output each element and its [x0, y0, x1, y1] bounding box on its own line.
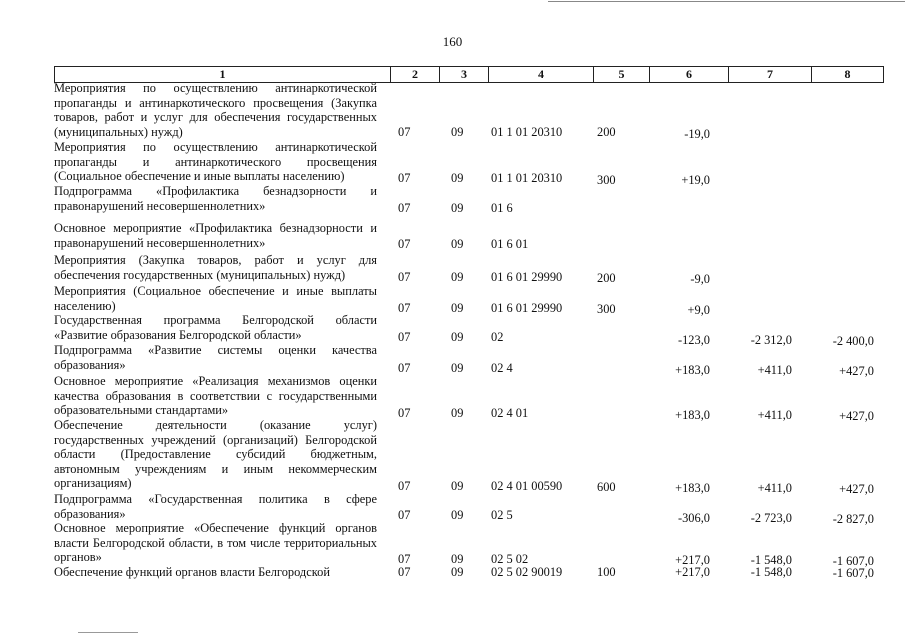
row-section: 07	[398, 406, 411, 420]
row-subsection: 09	[451, 171, 464, 185]
row-amount-col8: +427,0	[839, 409, 874, 423]
row-section: 07	[398, 508, 411, 522]
row-amount-col7: -2 312,0	[750, 333, 792, 347]
row-subsection: 09	[451, 508, 464, 522]
row-description: Основное мероприятие «Реализация механизмов оценки качества образования в соответствии с государственными образовательными стандартами»	[54, 374, 377, 418]
row-subsection: 09	[451, 270, 464, 284]
row-description: Мероприятия (Социальное обеспечение и иные выплаты населению)	[54, 284, 377, 313]
row-section: 07	[398, 552, 411, 566]
row-subsection: 09	[451, 301, 464, 315]
row-description: Мероприятия по осуществлению антинаркотической пропаганды и антинаркотического просвещения (Закупка товаров, работ и услуг для обеспечения государственных (муниципальных) нужд)	[54, 81, 377, 139]
row-subsection: 09	[451, 552, 464, 566]
budget-table	[54, 66, 884, 640]
row-amount-col7: -1 548,0	[750, 553, 792, 567]
row-expense-type: 300	[597, 302, 616, 316]
row-amount-col8: +427,0	[839, 482, 874, 496]
header-col-6: 6	[649, 67, 728, 82]
row-amount-col8: -2 400,0	[832, 334, 874, 348]
row-section: 07	[398, 565, 411, 579]
row-description: Подпрограмма «Государственная политика в сфере образования»	[54, 492, 377, 521]
row-description: Подпрограмма «Профилактика безнадзорности и правонарушений несовершеннолетних»	[54, 184, 377, 213]
row-amount-col8: +427,0	[839, 364, 874, 378]
row-target-code: 02 5 02	[491, 552, 529, 566]
row-amount-col6: -19,0	[684, 127, 710, 141]
row-subsection: 09	[451, 406, 464, 420]
row-expense-type: 300	[597, 173, 616, 187]
row-amount-col6: -306,0	[677, 511, 710, 525]
row-section: 07	[398, 237, 411, 251]
row-target-code: 02 4 01	[491, 406, 529, 420]
row-expense-type: 200	[597, 125, 616, 139]
row-description: Основное мероприятие «Обеспечение функций органов власти Белгородской области, в том числе территориальных органов»	[54, 521, 377, 565]
row-section: 07	[398, 330, 411, 344]
row-amount-col6: +183,0	[675, 481, 710, 495]
row-amount-col8: -1 607,0	[832, 566, 874, 580]
row-subsection: 09	[451, 125, 464, 139]
row-description: Мероприятия по осуществлению антинаркотической пропаганды и антинаркотического просвещения (Социальное обеспечение и иные выплаты населению)	[54, 140, 377, 184]
row-amount-col6: +9,0	[687, 303, 710, 317]
header-col-3: 3	[439, 67, 488, 82]
header-col-7: 7	[728, 67, 811, 82]
row-target-code: 02 5	[491, 508, 513, 522]
row-target-code: 01 6 01 29990	[491, 301, 563, 315]
row-amount-col7: +411,0	[757, 408, 792, 422]
row-description: Мероприятия (Закупка товаров, работ и услуг для обеспечения государственных (муниципальных) нужд)	[54, 253, 377, 282]
row-target-code: 01 1 01 20310	[491, 125, 563, 139]
row-subsection: 09	[451, 361, 464, 375]
row-section: 07	[398, 301, 411, 315]
row-target-code: 02 4 01 00590	[491, 479, 563, 493]
row-subsection: 09	[451, 201, 464, 215]
row-target-code: 02 4	[491, 361, 513, 375]
row-amount-col6: -123,0	[677, 333, 710, 347]
row-amount-col6: +183,0	[675, 363, 710, 377]
top-scan-line	[548, 1, 905, 2]
row-amount-col7: +411,0	[757, 363, 792, 377]
row-amount-col6: +217,0	[675, 553, 710, 567]
row-description: Обеспечение функций органов власти Белгородской	[54, 565, 330, 579]
header-col-8: 8	[811, 67, 884, 82]
row-expense-type: 100	[597, 565, 616, 579]
row-description: Государственная программа Белгородской области «Развитие образования Белгородской области»	[54, 313, 377, 342]
row-target-code: 01 6 01	[491, 237, 529, 251]
row-expense-type: 200	[597, 271, 616, 285]
row-amount-col7: -1 548,0	[750, 565, 792, 579]
row-description: Основное мероприятие «Профилактика безнадзорности и правонарушений несовершеннолетних»	[54, 221, 377, 250]
row-amount-col7: -2 723,0	[750, 511, 792, 525]
row-expense-type: 600	[597, 480, 616, 494]
row-section: 07	[398, 361, 411, 375]
header-col-5: 5	[593, 67, 649, 82]
row-amount-col6: +183,0	[675, 408, 710, 422]
bottom-scan-line	[78, 632, 138, 633]
page-number: 160	[442, 34, 463, 49]
row-description: Подпрограмма «Развитие системы оценки качества образования»	[54, 343, 377, 372]
row-section: 07	[398, 201, 411, 215]
row-section: 07	[398, 125, 411, 139]
row-subsection: 09	[451, 237, 464, 251]
row-subsection: 09	[451, 330, 464, 344]
row-amount-col8: -2 827,0	[832, 512, 874, 526]
row-amount-col7: +411,0	[757, 481, 792, 495]
row-target-code: 01 6 01 29990	[491, 270, 563, 284]
row-amount-col6: +19,0	[681, 173, 710, 187]
row-subsection: 09	[451, 565, 464, 579]
row-description: Обеспечение деятельности (оказание услуг) государственных учреждений (организаций) Белгородской области (Предоставление субсидий бюджетным, автономным учреждениям и иным некоммерческим организациям)	[54, 418, 377, 491]
row-target-code: 02	[491, 330, 504, 344]
header-col-2: 2	[390, 67, 439, 82]
row-section: 07	[398, 171, 411, 185]
header-col-1: 1	[54, 67, 390, 82]
row-section: 07	[398, 479, 411, 493]
row-target-code: 02 5 02 90019	[491, 565, 563, 579]
row-amount-col6: -9,0	[690, 272, 710, 286]
row-section: 07	[398, 270, 411, 284]
header-col-4: 4	[488, 67, 593, 82]
row-target-code: 01 1 01 20310	[491, 171, 563, 185]
row-subsection: 09	[451, 479, 464, 493]
row-amount-col6: +217,0	[675, 565, 710, 579]
row-amount-col8: -1 607,0	[832, 554, 874, 568]
row-target-code: 01 6	[491, 201, 513, 215]
